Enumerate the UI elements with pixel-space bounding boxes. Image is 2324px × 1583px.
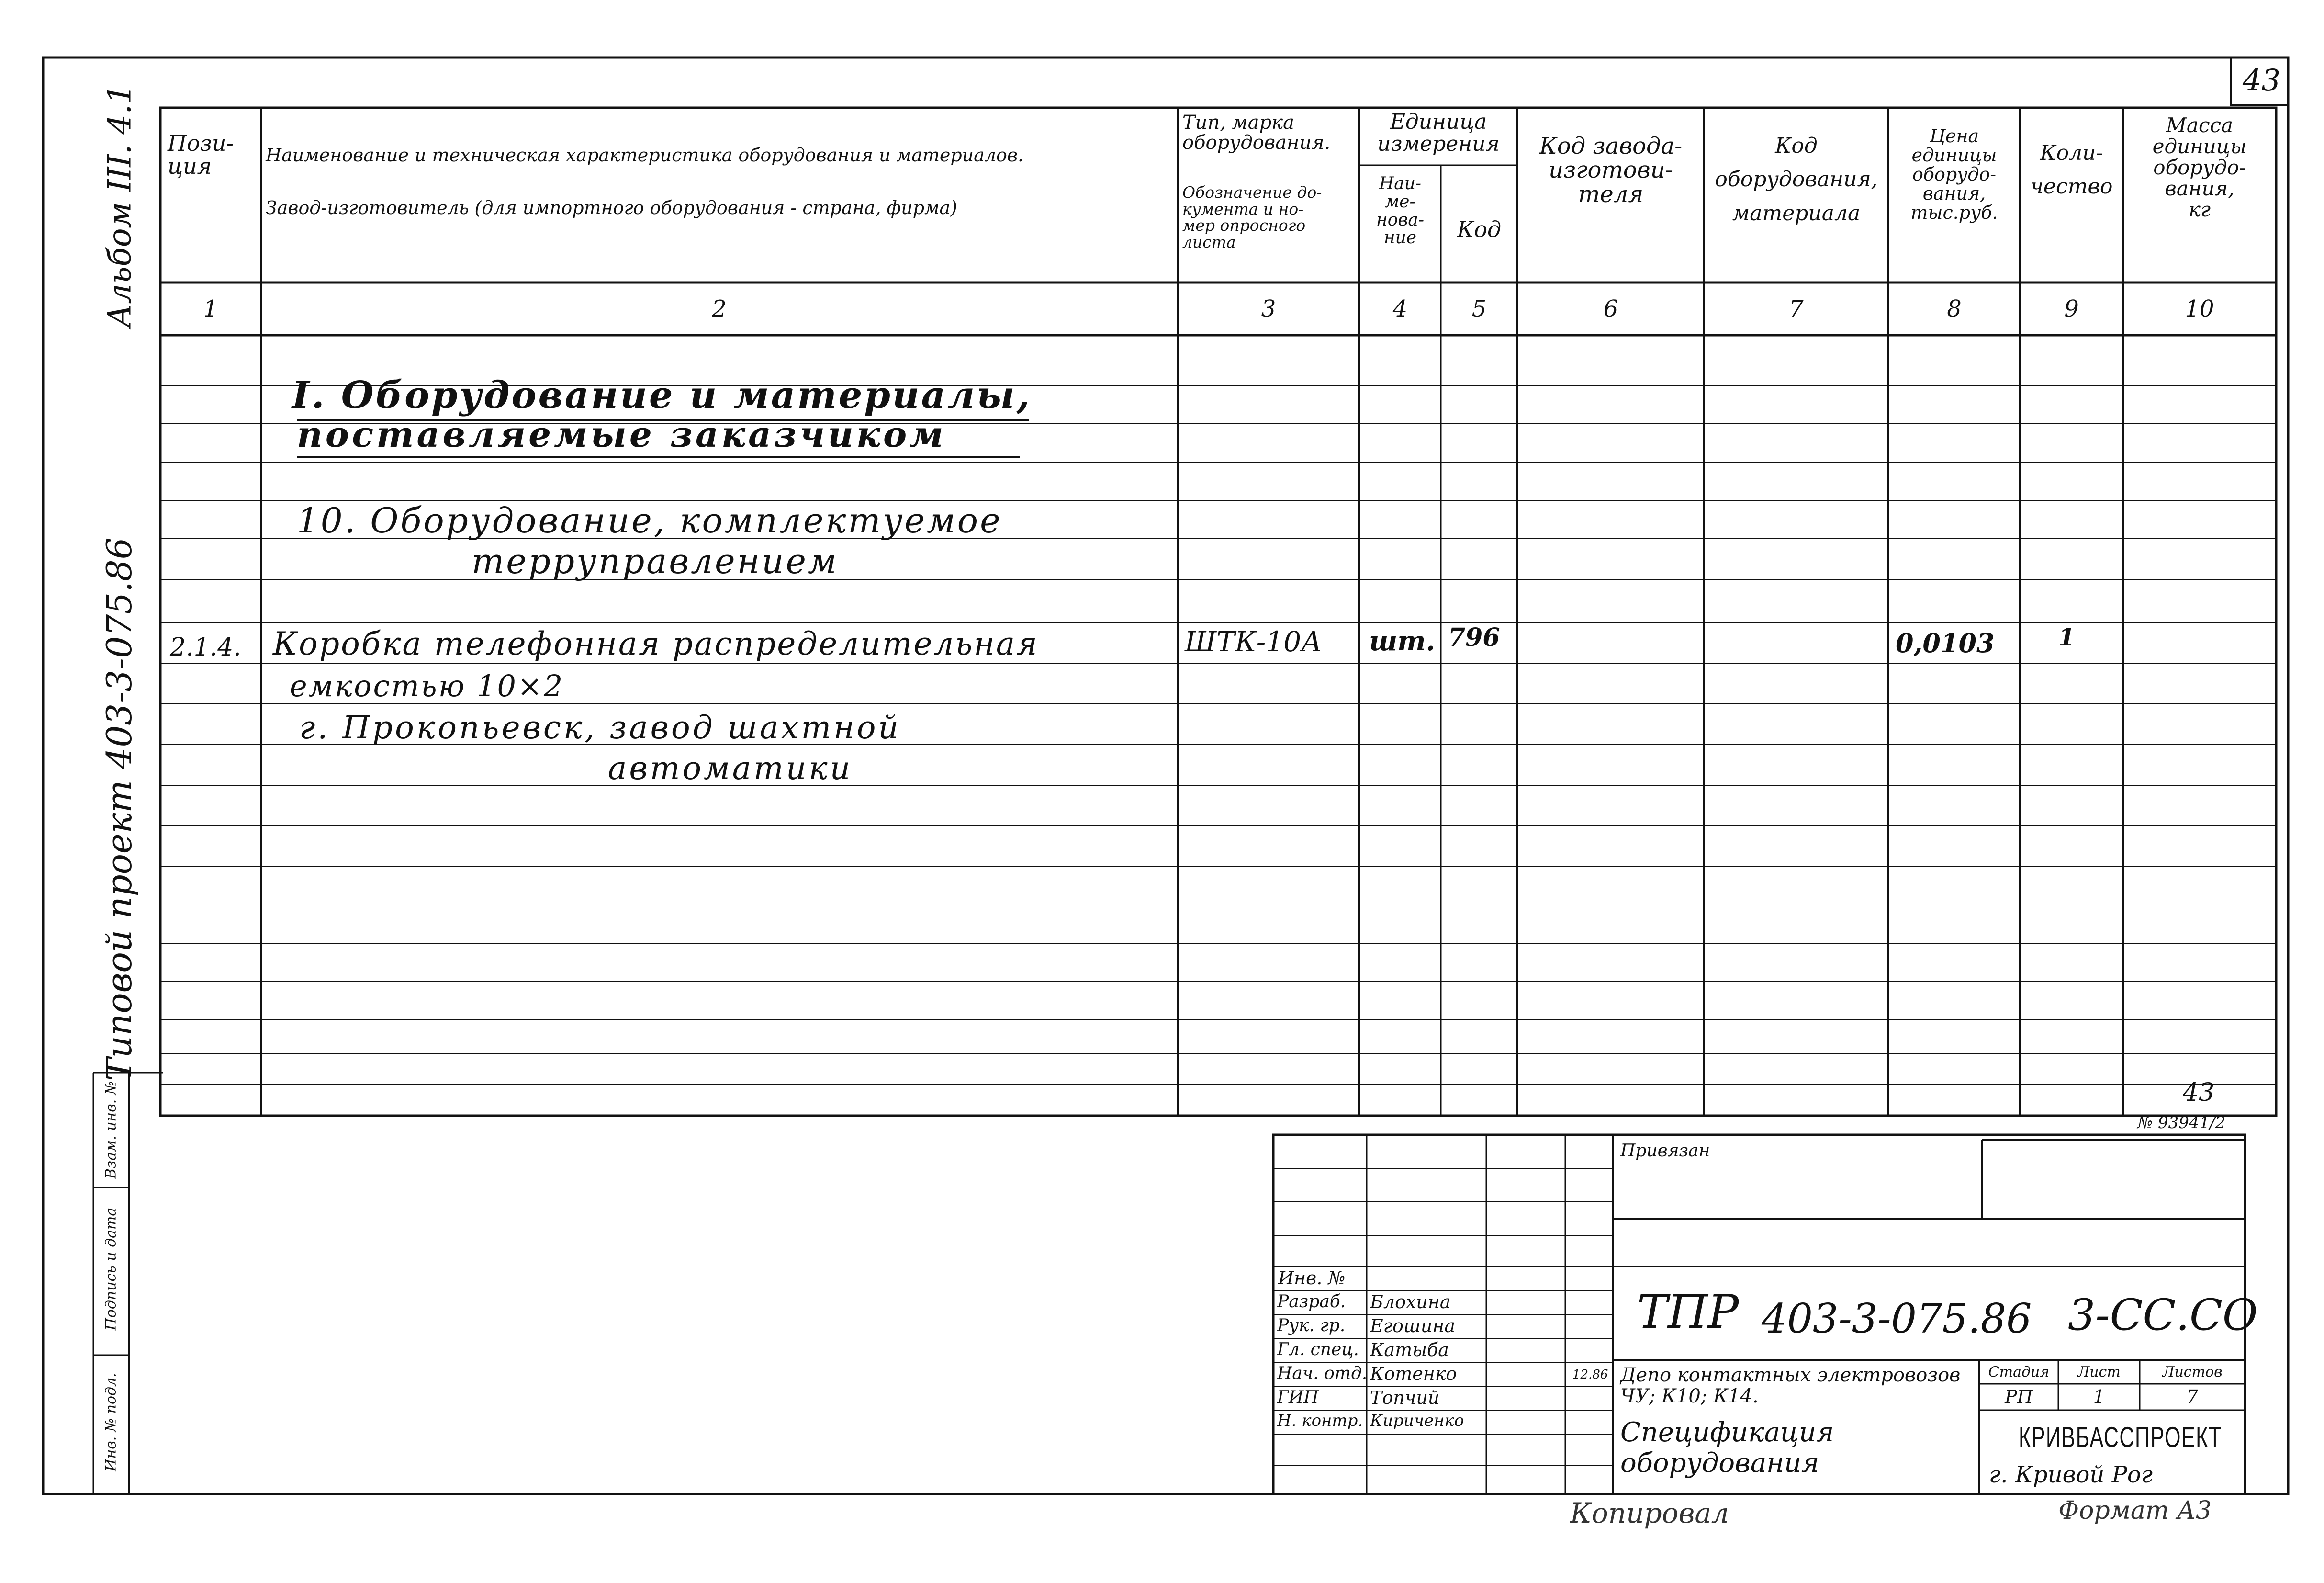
colnum-6: 6 [1603, 295, 1618, 322]
colnum-10: 10 [2185, 295, 2214, 322]
name-razrab: Блохина [1370, 1291, 1451, 1312]
header-type-2: Обозначение до- кумента и но- мер опросного листа [1182, 183, 1322, 251]
sheets-label: Листов [2162, 1364, 2223, 1380]
tpr-label: ТПР [1637, 1285, 1739, 1339]
header-name-2: Завод-изготовитель (для импортного оборудования - страна, фирма) [266, 197, 958, 218]
name-n-kontr: Кириченко [1370, 1411, 1464, 1430]
header-unit-code: Код [1457, 216, 1502, 242]
org-city: г. Кривой Рог [1989, 1461, 2153, 1488]
project-label: Типовой проект 403-3-075.86 [99, 537, 140, 1081]
subsection-title-1: 10. Оборудование, комплектуемое [297, 500, 1002, 541]
stage-value: РП [2005, 1386, 2033, 1407]
inv-label: Инв. № [1278, 1267, 1346, 1289]
item-position: 2.1.4. [170, 633, 241, 662]
header-quantity: Коли- чество [2030, 141, 2113, 199]
album-label: Альбом III. 4.1 [101, 84, 138, 328]
name-nach-otd: Котенко [1370, 1363, 1457, 1384]
stage-label: Стадия [1988, 1364, 2050, 1380]
sheets-value: 7 [2186, 1386, 2199, 1407]
colnum-7: 7 [1789, 295, 1804, 322]
item-price: 0,0103 [1896, 628, 1995, 658]
role-razrab: Разраб. [1277, 1292, 1346, 1312]
role-gip: ГИП [1277, 1388, 1319, 1407]
org-name: КРИВБАССПРОЕКТ [2019, 1421, 2222, 1453]
section-title-2: поставляемые заказчиком [297, 414, 946, 455]
item-name-3: г. Прокопьевск, завод шахтной [299, 709, 901, 746]
role-nach-otd: Нач. отд. [1277, 1364, 1368, 1383]
sheet-code: 3-СС.СО [2068, 1290, 2258, 1340]
name-gl-spec: Катыба [1370, 1339, 1449, 1360]
colnum-9: 9 [2064, 295, 2079, 322]
colnum-1: 1 [203, 295, 218, 322]
colnum-4: 4 [1392, 295, 1408, 322]
item-unit-code: 796 [1448, 623, 1500, 652]
page-mark: 43 [2183, 1078, 2215, 1107]
format-label: Формат А3 [2058, 1496, 2212, 1525]
item-type: ШТК-10А [1185, 625, 1323, 658]
stamp-vzam-inv: Взам. инв. № [102, 1081, 120, 1179]
role-n-kontr: Н. контр. [1277, 1411, 1363, 1430]
doc-code: 403-3-075.86 [1762, 1295, 2032, 1342]
sheet-number: 43 [2243, 63, 2280, 98]
header-mass: Масса единицы оборудо- вания, кг [2152, 113, 2247, 222]
signature-scribbles [1493, 1290, 1556, 1423]
privyazan-label: Привязан [1620, 1141, 1710, 1161]
colnum-3: 3 [1261, 295, 1276, 322]
header-name-1: Наименование и техническая характеристика оборудования и материалов. [266, 145, 1024, 166]
copied-label: Копировал [1570, 1497, 1729, 1529]
doc-name: Спецификация оборудования [1620, 1417, 1834, 1479]
item-name-2: емкостью 10×2 [290, 668, 564, 703]
header-unit: Единица измерения [1377, 110, 1500, 157]
header-price: Цена единицы оборудо- вания, тыс.руб. [1910, 125, 1998, 223]
header-type-1: Тип, марка оборудования. [1182, 112, 1331, 154]
colnum-8: 8 [1947, 295, 1962, 322]
role-gl-spec: Гл. спец. [1277, 1340, 1359, 1359]
section-title-1: I. Оборудование и материалы, [292, 373, 1032, 417]
item-unit: шт. [1369, 625, 1436, 657]
item-name-1: Коробка телефонная распределительная [273, 625, 1039, 662]
outer-frame [43, 57, 2288, 1494]
date-mark: 12.86 [1572, 1368, 1608, 1382]
project-name: Депо контактных электровозов ЧУ; К10; К14. [1620, 1364, 1961, 1407]
stamp-signature-date: Подпись и дата [102, 1207, 120, 1331]
sheet-value: 1 [2093, 1386, 2105, 1407]
name-ruk-gr: Егошина [1370, 1315, 1455, 1336]
header-position: Пози- ция [168, 130, 234, 180]
header-equipment-code: Код оборудования, материала [1715, 134, 1878, 226]
colnum-2: 2 [712, 295, 727, 322]
inventory-mark: № 93941/2 [2137, 1113, 2226, 1132]
header-unit-name: Наи- ме- нова- ние [1376, 174, 1424, 248]
colnum-5: 5 [1471, 295, 1487, 322]
item-quantity: 1 [2058, 623, 2075, 651]
sheet-label: Лист [2077, 1364, 2121, 1380]
name-gip: Топчий [1370, 1387, 1440, 1408]
item-name-4: автоматики [608, 750, 853, 787]
header-plant-code: Код завода- изготови- теля [1539, 133, 1683, 208]
role-ruk-gr: Рук. гр. [1277, 1316, 1346, 1335]
stamp-inv-podl: Инв. № подл. [102, 1373, 120, 1471]
spec-table-frame [160, 108, 2276, 1116]
subsection-title-2: терруправлением [472, 541, 839, 581]
